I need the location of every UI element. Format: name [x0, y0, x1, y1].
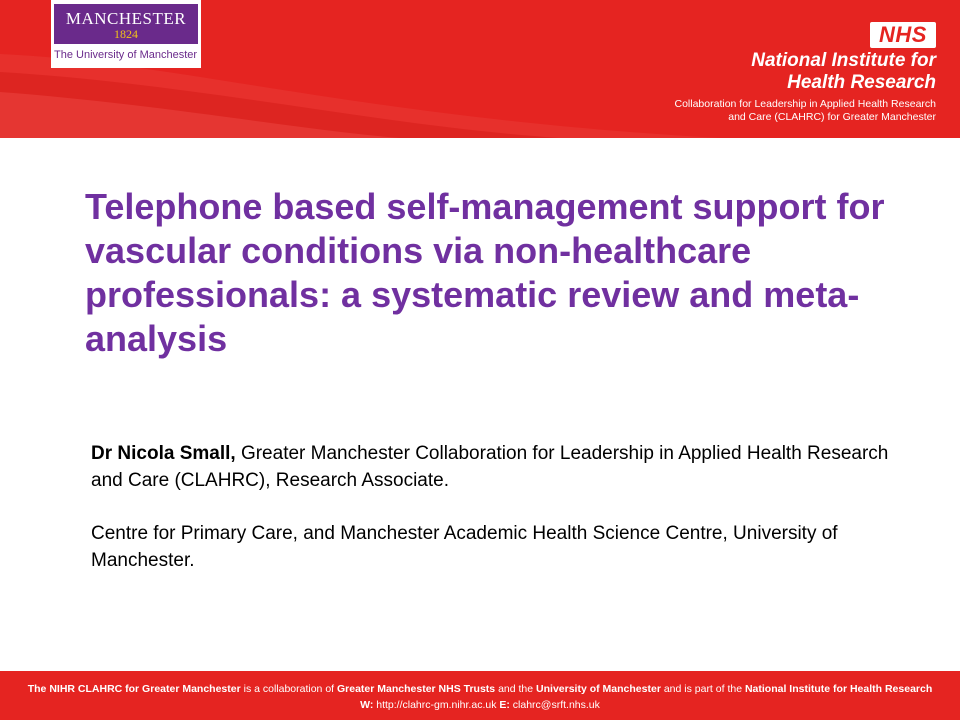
footer-contact-line — [0, 698, 960, 712]
author-line — [91, 440, 891, 494]
clahrc-subtitle-line-2: and Care (CLAHRC) for Greater Manchester — [728, 111, 936, 123]
author-name: Dr Nicola Small, — [91, 443, 236, 464]
nihr-title-line-2: Health Research — [787, 72, 936, 93]
nihr-title-line-1: National Institute for — [751, 50, 936, 71]
footer-web-label: W: — [360, 699, 374, 711]
slide-title: Telephone based self-management support for vascular conditions via non-healthcare professionals: a systematic review and meta-analysis — [85, 186, 885, 359]
footer-seg-1: The NIHR CLAHRC for Greater Manchester — [27, 683, 241, 695]
footer-web-link[interactable]: http://clahrc-gm.nihr.ac.uk — [373, 699, 500, 711]
university-of-manchester-logo — [51, 0, 201, 68]
footer-seg-5: University of Manchester — [536, 683, 661, 695]
footer-email-link[interactable]: clahrc@srft.nhs.uk — [509, 699, 600, 711]
author-block — [91, 440, 891, 574]
uom-year: 1824 — [114, 27, 138, 41]
uom-university-name: The University of Manchester — [54, 49, 198, 61]
header-band — [0, 0, 960, 138]
author-details: Greater Manchester Collaboration for Leadership in Applied Health Research and Care (CLAHRC), Research Associate. — [91, 443, 889, 491]
footer-seg-7: National Institute for Health Research — [744, 683, 933, 695]
affiliation-line: Centre for Primary Care, and Manchester Academic Health Science Centre, University of Manchester. — [91, 523, 838, 571]
nhs-logo-text: NHS — [879, 22, 927, 47]
uom-wordmark: MANCHESTER — [65, 9, 187, 28]
nihr-title — [751, 50, 936, 94]
footer-email-label: E: — [499, 699, 510, 711]
clahrc-subtitle — [675, 98, 937, 124]
footer-band — [0, 671, 960, 720]
nhs-logo — [870, 22, 936, 48]
footer-seg-3: Greater Manchester NHS Trusts — [337, 683, 496, 695]
clahrc-subtitle-line-1: Collaboration for Leadership in Applied Health Research — [674, 98, 936, 110]
footer-seg-6: and is part of the — [660, 683, 745, 695]
footer-collaboration-statement — [0, 682, 960, 696]
footer-seg-2: is a collaboration of — [240, 683, 337, 695]
uom-crest-box — [54, 4, 198, 44]
footer-seg-4: and the — [495, 683, 537, 695]
